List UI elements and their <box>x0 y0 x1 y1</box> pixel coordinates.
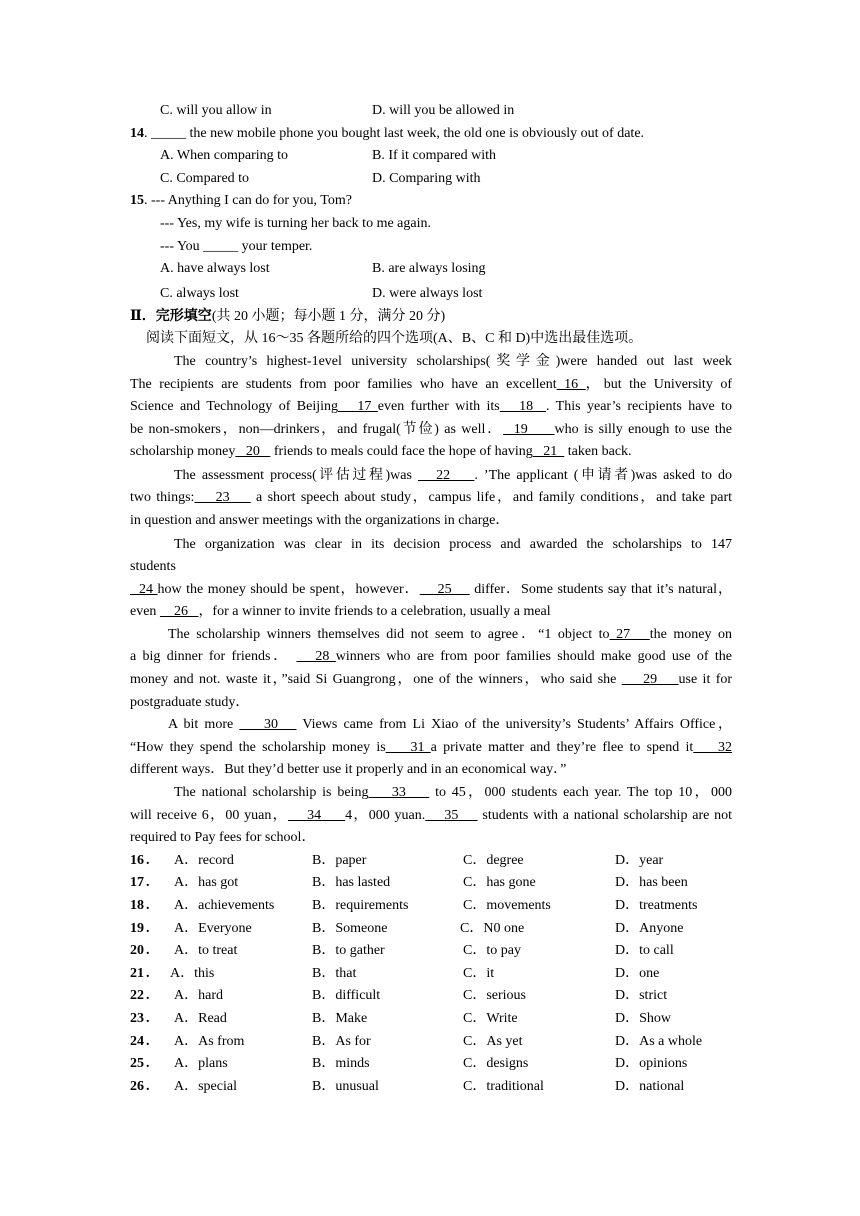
text-run: ，but the University of <box>585 376 732 392</box>
option-a: A．plans <box>174 1056 228 1072</box>
option-number: 26 <box>130 1078 144 1094</box>
text-run: will receive 6，00 yuan， <box>130 807 288 823</box>
q15-line2: --- Yes, my wife is turning her back to me again. <box>160 215 431 231</box>
blank-21: 21 <box>532 444 565 460</box>
text-run: students with a national scholarship are not <box>477 807 732 823</box>
passage-p6-line3: required to Pay fees for school． <box>130 830 316 846</box>
option-number: 20 <box>130 943 144 959</box>
text-run: . This year’s recipients have to <box>545 399 732 415</box>
option-b: B．Someone <box>312 920 388 936</box>
q14-text: . _____ the new mobile phone you bought last week, the old one is obviously out of date. <box>144 125 645 141</box>
option-dot: . <box>146 920 150 936</box>
passage-p1-line2 <box>130 374 732 397</box>
option-row <box>130 872 732 895</box>
option-dot: . <box>146 988 150 1004</box>
blank-23: 23 <box>194 490 251 506</box>
text-run: taken back. <box>564 444 632 460</box>
option-a: A．Everyone <box>174 920 252 936</box>
option-c: C．it <box>463 965 495 981</box>
exam-page <box>130 100 732 1098</box>
text-run: The scholarship winners themselves did not seem to agree．“1 object to <box>168 626 610 642</box>
option-b: B．has lasted <box>312 875 391 891</box>
option-c: C．degree <box>463 852 524 868</box>
option-row <box>130 1076 732 1099</box>
option-dot: . <box>146 965 150 981</box>
option-number: 19 <box>130 920 144 936</box>
option-b: B．to gather <box>312 943 385 959</box>
option-b: B．As for <box>312 1033 371 1049</box>
text-run: The recipients are students from poor families who have an excellent <box>130 376 557 392</box>
q14-options-ab <box>130 145 732 168</box>
passage-p1-line1: The country’s highest-1evel university scholarships(奖学金)were handed out last week <box>174 353 732 369</box>
passage-p3-line3 <box>130 579 732 602</box>
option-row <box>130 895 732 918</box>
section2-instruction: 阅读下面短文，从 16～35 各题所给的四个选项(A、B、C 和 D)中选出最佳选项。 <box>146 331 643 347</box>
text-run: A bit more <box>168 717 240 733</box>
passage-p3-line4 <box>130 601 732 624</box>
text-run: who is silly enough to use the <box>554 421 732 437</box>
passage-p1-line5 <box>130 441 732 465</box>
option-c: C．to pay <box>463 943 521 959</box>
answer-options <box>130 850 732 1099</box>
option-a: A．special <box>174 1078 237 1094</box>
option-a: A．to treat <box>174 943 238 959</box>
q14-option-b: B. If it compared with <box>372 148 497 164</box>
text-run: friends to meals could face the hope of having <box>270 444 533 460</box>
option-row <box>130 918 732 941</box>
text-run: to 45，000 students each year. The top 10，000 <box>429 785 732 801</box>
q15-stem <box>130 190 732 213</box>
blank-33: 33 <box>368 785 430 801</box>
text-run: . ’The applicant (申请者)was asked to do <box>474 467 732 483</box>
q13-options-cd <box>130 100 732 123</box>
blank-18: 18 <box>499 399 546 415</box>
option-d: D．has been <box>615 875 688 891</box>
text-run: Science and Technology of Beijing <box>130 399 339 415</box>
option-d: D．to call <box>615 943 674 959</box>
blank-28: 28 <box>296 649 336 665</box>
option-d: D．Show <box>615 1010 672 1026</box>
q15-line1: . --- Anything I can do for you, Tom? <box>144 193 352 209</box>
passage-p6-line1 <box>130 782 732 805</box>
option-d: D．year <box>615 852 664 868</box>
text-run: be non-smokers，non—drinkers，and frugal(节俭) as well． <box>130 421 504 437</box>
blank-31: 31 <box>385 739 431 755</box>
blank-24: 24 <box>130 581 158 597</box>
option-d: D．one <box>615 965 660 981</box>
option-b: B．requirements <box>312 898 409 913</box>
option-a: A．As from <box>174 1033 245 1049</box>
blank-26: 26 <box>159 604 199 620</box>
q15-option-d: D. were always lost <box>372 285 483 301</box>
text-run: a big dinner for friends． <box>130 649 297 665</box>
passage-p2-line1 <box>130 465 732 488</box>
q13-option-c: C. will you allow in <box>160 103 272 118</box>
q14-option-d: D. Comparing with <box>372 170 481 186</box>
option-dot: . <box>146 1033 150 1049</box>
text-run: The national scholarship is being <box>174 785 369 801</box>
q14-options-cd <box>130 168 732 191</box>
blank-35: 35 <box>425 807 478 823</box>
passage-p1-line4 <box>130 419 732 442</box>
option-b: B．minds <box>312 1056 370 1072</box>
option-dot: . <box>146 852 150 868</box>
q15-option-c: C. always lost <box>160 285 239 301</box>
option-a: A．record <box>174 852 234 868</box>
blank-32: 32 <box>693 739 732 755</box>
option-d: D．Anyone <box>615 920 684 936</box>
option-c: C．As yet <box>463 1033 523 1049</box>
option-d: D．As a whole <box>615 1033 703 1049</box>
blank-19: 19 <box>503 421 555 437</box>
blank-25: 25 <box>419 581 470 597</box>
q15-option-a: A. have always lost <box>160 261 270 277</box>
option-number: 21 <box>130 965 144 981</box>
option-d: D．national <box>615 1078 685 1094</box>
q15-option-b: B. are always losing <box>372 261 486 277</box>
passage-p5-line1 <box>130 714 732 737</box>
text-run: two things: <box>130 490 195 506</box>
passage-p6-line2 <box>130 805 732 828</box>
q14-option-c: C. Compared to <box>160 170 250 186</box>
option-dot: . <box>146 943 150 959</box>
passage-p1-line3 <box>130 396 732 419</box>
option-number: 25 <box>130 1056 144 1072</box>
blank-34: 34 <box>287 807 346 823</box>
option-row <box>130 1008 732 1031</box>
q13-option-d: D. will you be allowed in <box>372 103 515 118</box>
option-c: C．has gone <box>463 875 536 891</box>
blank-30: 30 <box>239 717 297 733</box>
option-dot: . <box>146 875 150 891</box>
option-b: B．that <box>312 965 357 981</box>
q14-stem <box>130 123 732 146</box>
option-number: 22 <box>130 988 144 1004</box>
option-c: C．N0 one <box>460 920 525 936</box>
passage-p2-line2 <box>130 487 732 510</box>
option-number: 17 <box>130 875 144 891</box>
option-dot: . <box>146 898 150 913</box>
text-run: even <box>130 604 160 620</box>
option-b: B．paper <box>312 852 367 868</box>
text-run: “How they spend the scholarship money is <box>130 739 386 755</box>
option-row <box>130 1031 732 1054</box>
option-c: C．designs <box>463 1056 529 1072</box>
option-number: 23 <box>130 1010 144 1026</box>
option-a: A．achievements <box>174 898 275 913</box>
text-run: even further with its <box>377 399 500 415</box>
text-run: use it for <box>678 672 732 688</box>
blank-16: 16 <box>556 376 586 392</box>
blank-22: 22 <box>418 467 475 483</box>
text-run: how the money should be spent，however． <box>157 581 420 597</box>
text-run: winners who are from poor families should make good use of the <box>335 649 732 665</box>
section2-title: Ⅱ．完形填空 <box>130 308 212 324</box>
q15-options-cd <box>130 281 732 306</box>
option-row <box>130 963 732 986</box>
q15-options-ab <box>130 258 732 281</box>
passage-p4-line2 <box>130 646 732 669</box>
section2-note: (共 20 小题；每小题 1 分，满分 20 分) <box>211 308 446 324</box>
option-number: 24 <box>130 1033 144 1049</box>
q14-number: 14 <box>130 125 144 141</box>
option-row <box>130 1053 732 1076</box>
passage-p2-line3: in question and answer meetings with the organizations in charge． <box>130 513 510 528</box>
passage-p4-line1 <box>130 624 732 647</box>
text-run: ，for a winner to invite friends to a celebration, usually a meal <box>198 604 551 620</box>
option-c: C．traditional <box>463 1078 544 1094</box>
option-a: A．hard <box>174 988 223 1004</box>
text-run: differ．Some students say that it’s natural， <box>469 581 732 597</box>
passage-p5-line3: different ways．But they’d better use it properly and in an economical way．” <box>130 762 567 778</box>
option-a: A．has got <box>174 875 239 891</box>
text-run: the money on <box>649 626 732 642</box>
text-run: scholarship money <box>130 444 236 460</box>
option-c: C．Write <box>463 1010 518 1026</box>
option-d: D．opinions <box>615 1056 688 1072</box>
passage-p5-line2 <box>130 737 732 760</box>
text-run: money and not. waste it，”said Si Guangrong，one of the winners，who said she <box>130 672 622 688</box>
q15-number: 15 <box>130 193 144 209</box>
option-number: 16 <box>130 852 144 868</box>
option-c: C．movements <box>463 898 551 913</box>
text-run: 4，000 yuan. <box>345 807 426 823</box>
passage-p4-line3 <box>130 669 732 692</box>
option-row <box>130 940 732 963</box>
option-number: 18 <box>130 898 144 913</box>
passage-p3-line1: The organization was clear in its decision process and awarded the scholarships to 147 <box>174 536 732 552</box>
text-run: a short speech about study，campus life，and family conditions，and take part <box>250 490 732 506</box>
text-run: The assessment process(评估过程)was <box>174 467 418 483</box>
text-run: a private matter and they’re flee to spend it <box>430 739 694 755</box>
text-run: Views came from Li Xiao of the university’s Students’ Affairs Office， <box>296 717 732 733</box>
option-row <box>130 850 732 873</box>
option-d: D．treatments <box>615 898 698 913</box>
q15-line3: --- You _____ your temper. <box>160 238 313 254</box>
blank-29: 29 <box>621 672 679 688</box>
option-b: B．Make <box>312 1010 368 1026</box>
q14-option-a: A. When comparing to <box>160 148 289 164</box>
option-c: C．serious <box>463 988 526 1004</box>
option-dot: . <box>146 1010 150 1026</box>
option-dot: . <box>146 1056 150 1072</box>
option-b: B．difficult <box>312 988 381 1004</box>
option-a: A．this <box>170 965 215 981</box>
blank-20: 20 <box>235 444 271 460</box>
section2-heading <box>130 306 732 329</box>
option-a: A．Read <box>174 1010 227 1026</box>
option-d: D．strict <box>615 988 668 1004</box>
option-b: B．unusual <box>312 1078 379 1094</box>
passage-p3-line2: students <box>130 559 176 575</box>
blank-17: 17 <box>338 399 378 415</box>
option-row <box>130 985 732 1008</box>
blank-27: 27 <box>609 626 650 642</box>
option-dot: . <box>146 1078 150 1094</box>
passage-p4-line4: postgraduate study． <box>130 694 250 710</box>
